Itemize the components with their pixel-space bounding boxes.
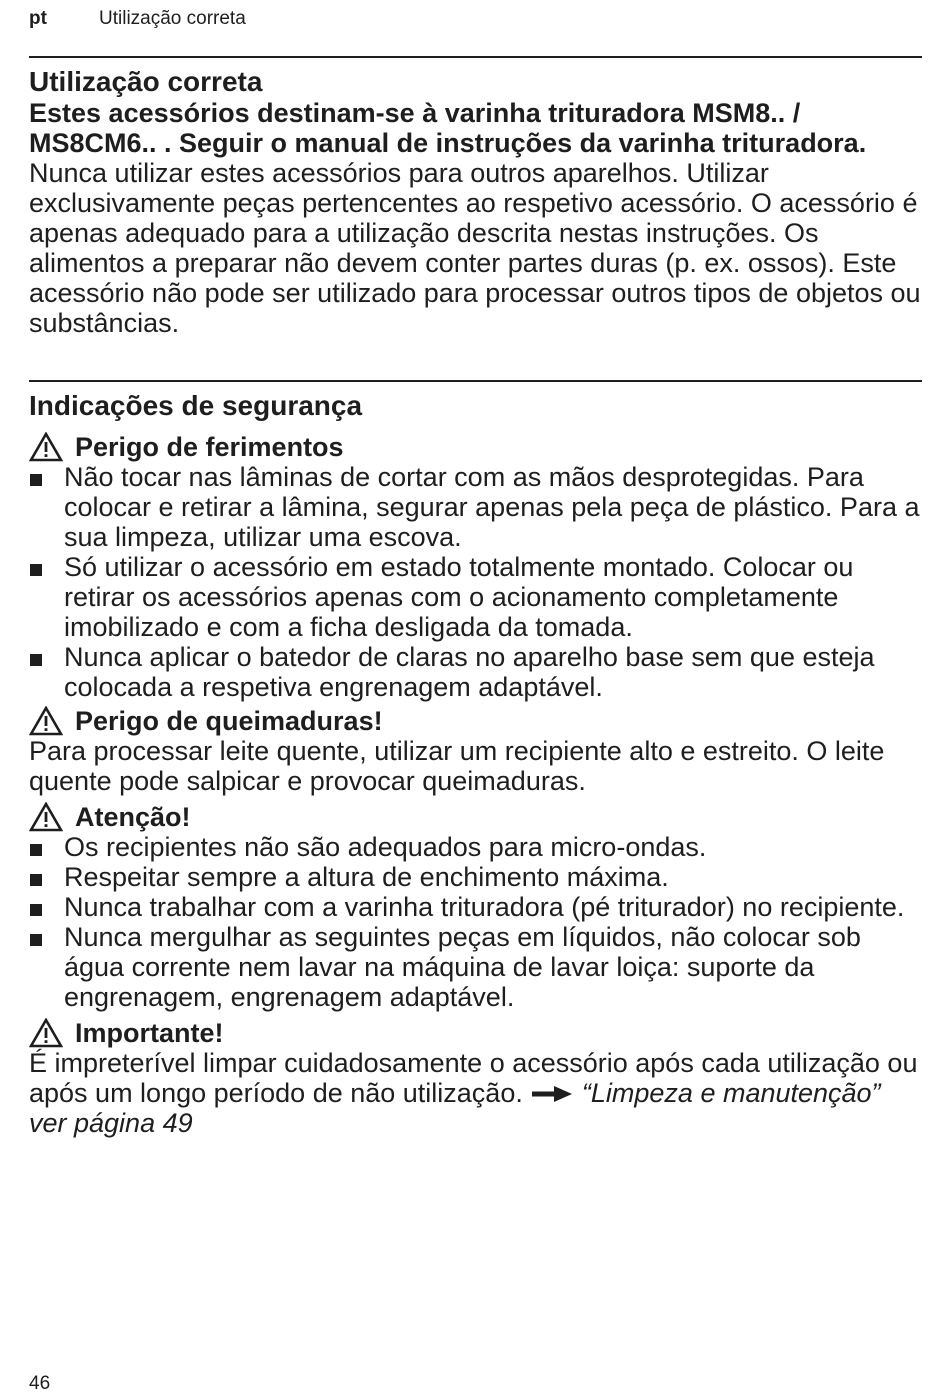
list-item-text: Nunca aplicar o batedor de claras no aparelho base sem que esteja colocada a respetiva engrenagem adaptável.	[64, 642, 875, 702]
warning-title-attention: Atenção!	[75, 802, 191, 832]
section-divider-top	[29, 56, 922, 58]
list-item	[29, 642, 922, 702]
cross-reference-link[interactable]: “Limpeza e manutenção” ver página 49	[29, 1078, 881, 1138]
important-paragraph	[29, 1048, 922, 1138]
square-bullet-icon	[30, 654, 42, 666]
warning-heading-important	[29, 1018, 922, 1048]
list-item	[29, 462, 922, 552]
list-item-text: Respeitar sempre a altura de enchimento máxima.	[64, 862, 669, 892]
square-bullet-icon	[30, 564, 42, 576]
intended-use-section	[29, 66, 922, 338]
intended-use-body: Nunca utilizar estes acessórios para outros aparelhos. Utilizar exclusivamente peças pertencentes ao respetivo acessório. O acessório é apenas adequado para a utilização descrita nestas instruções. Os alimentos a preparar não devem conter partes duras (p. ex. ossos). Este acessório não pode ser utilizado para processar outros tipos de objetos ou substâncias.	[29, 158, 921, 338]
warning-triangle-icon	[29, 432, 63, 462]
square-bullet-icon	[30, 474, 42, 486]
square-bullet-icon	[30, 874, 42, 886]
important-text: É impreterível limpar cuidadosamente o acessório após cada utilização ou após um longo período de não utilização.	[29, 1048, 918, 1108]
burns-text: Para processar leite quente, utilizar um recipiente alto e estreito. O leite quente pode salpicar e provocar queimaduras.	[29, 736, 885, 796]
list-item-text: Nunca mergulhar as seguintes peças em líquidos, não colocar sob água corrente nem lavar na máquina de lavar loiça: suporte da engrenagem, engrenagem adaptável.	[64, 922, 861, 1012]
section-title-intended-use: Utilização correta	[29, 66, 263, 97]
square-bullet-icon	[30, 844, 42, 856]
attention-list	[29, 832, 922, 1012]
list-item	[29, 832, 922, 862]
list-item-text: Só utilizar o acessório em estado totalmente montado. Colocar ou retirar os acessórios apenas com o acionamento completamente imobilizado e com a ficha desligada da tomada.	[64, 552, 854, 642]
section-title-safety: Indicações de segurança	[29, 390, 363, 421]
safety-section	[29, 390, 922, 1138]
intended-use-lead: Estes acessórios destinam-se à varinha trituradora MSM8.. / MS8CM6.. . Seguir o manual de instruções da varinha trituradora.	[29, 98, 867, 158]
list-item-text: Não tocar nas lâminas de cortar com as mãos desprotegidas. Para colocar e retirar a lâmina, segurar apenas pela peça de plástico. Para a sua limpeza, utilizar uma escova.	[64, 462, 920, 552]
square-bullet-icon	[30, 934, 42, 946]
injury-list	[29, 462, 922, 702]
warning-triangle-icon	[29, 1018, 63, 1048]
square-bullet-icon	[30, 904, 42, 916]
warning-heading-injury	[29, 432, 922, 462]
language-code: pt	[29, 8, 47, 29]
warning-title-important: Importante!	[75, 1018, 224, 1048]
warning-title-injury: Perigo de ferimentos	[75, 432, 344, 462]
arrow-right-icon	[530, 1085, 574, 1103]
list-item	[29, 552, 922, 642]
section-divider-safety	[29, 380, 922, 382]
list-item	[29, 862, 922, 892]
list-item-text: Nunca trabalhar com a varinha trituradora (pé triturador) no recipiente.	[64, 892, 905, 922]
warning-heading-burns	[29, 706, 922, 736]
warning-title-burns: Perigo de queimaduras!	[75, 706, 383, 736]
header-section-title: Utilização correta	[99, 8, 246, 29]
list-item-text: Os recipientes não são adequados para micro-ondas.	[64, 832, 707, 862]
page-number: 46	[29, 1373, 51, 1394]
list-item	[29, 892, 922, 922]
list-item	[29, 922, 922, 1012]
warning-heading-attention	[29, 802, 922, 832]
warning-triangle-icon	[29, 706, 63, 736]
warning-triangle-icon	[29, 802, 63, 832]
